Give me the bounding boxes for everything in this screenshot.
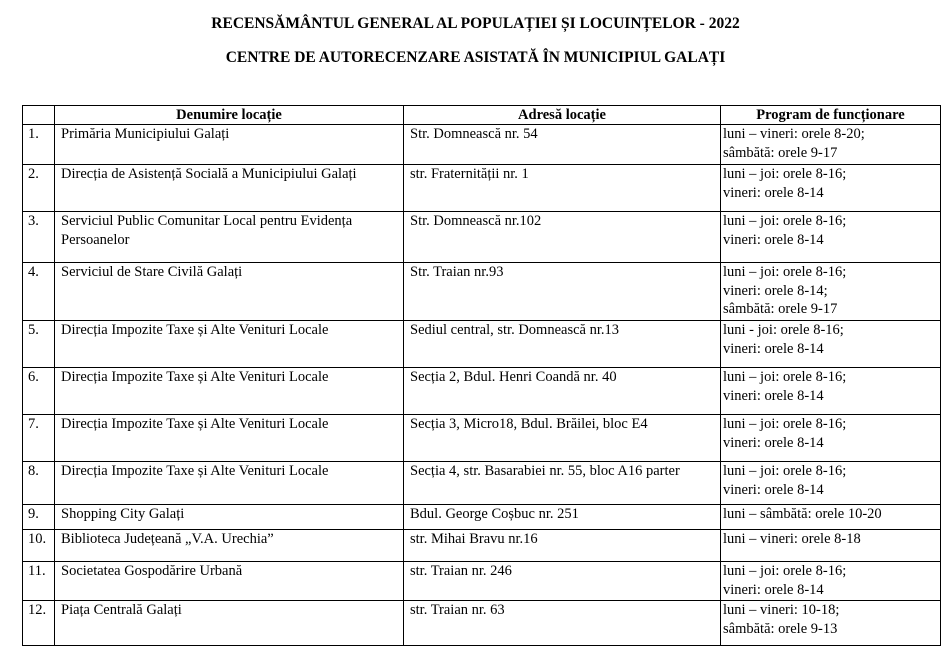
- location-name-cell: Serviciul de Stare Civilă Galați: [55, 263, 404, 321]
- location-address-cell: Secția 3, Micro18, Bdul. Brăilei, bloc E4: [404, 415, 721, 462]
- program-line: luni – vineri: orele 8-20;: [723, 126, 865, 142]
- location-address-cell: str. Mihai Bravu nr.16: [404, 530, 721, 562]
- location-name-cell: Societatea Gospodărire Urbană: [55, 562, 404, 601]
- location-address-cell: Secția 4, str. Basarabiei nr. 55, bloc A16 parter: [404, 462, 721, 505]
- row-number-cell: 2.: [23, 165, 55, 212]
- program-line: vineri: orele 8-14: [723, 481, 824, 498]
- program-line: luni – joi: orele 8-16;: [723, 166, 847, 182]
- row-number-cell: 12.: [23, 601, 55, 646]
- row-number-cell: 7.: [23, 415, 55, 462]
- document-subtitle: CENTRE DE AUTORECENZARE ASISTATĂ ÎN MUNICIPIUL GALAȚI: [225, 49, 726, 66]
- program-line: vineri: orele 8-14: [723, 387, 824, 404]
- program-cell: [721, 368, 941, 415]
- document-title: RECENSĂMÂNTUL GENERAL AL POPULAȚIEI ȘI LOCUINȚELOR - 2022: [211, 15, 740, 32]
- location-name-cell: Direcția Impozite Taxe și Alte Venituri Locale: [55, 321, 404, 368]
- column-header-nr: [23, 106, 55, 125]
- row-number-cell: 8.: [23, 462, 55, 505]
- table-row: [23, 462, 941, 505]
- location-address-cell: str. Traian nr. 246: [404, 562, 721, 601]
- location-name-cell: Serviciul Public Comunitar Local pentru Evidența Persoanelor: [55, 212, 404, 263]
- location-name-cell: Direcția Impozite Taxe și Alte Venituri Locale: [55, 462, 404, 505]
- table-row: [23, 505, 941, 530]
- table-row: [23, 601, 941, 646]
- program-line: luni – joi: orele 8-16;: [723, 563, 847, 579]
- program-cell: [721, 530, 941, 562]
- table-row: [23, 415, 941, 462]
- row-number-cell: 4.: [23, 263, 55, 321]
- column-header-program: Program de funcționare: [721, 106, 941, 125]
- location-address-cell: str. Traian nr. 63: [404, 601, 721, 646]
- locations-table: [22, 105, 941, 646]
- location-address-cell: Str. Traian nr.93: [404, 263, 721, 321]
- table-row: [23, 321, 941, 368]
- table-header-row: [23, 106, 941, 125]
- table-row: [23, 368, 941, 415]
- program-line: vineri: orele 8-14: [723, 340, 824, 357]
- program-line: sâmbătă: orele 9-17: [723, 144, 838, 161]
- program-cell: [721, 601, 941, 646]
- location-address-cell: Bdul. George Coșbuc nr. 251: [404, 505, 721, 530]
- program-cell: [721, 263, 941, 321]
- program-cell: [721, 562, 941, 601]
- row-number-cell: 9.: [23, 505, 55, 530]
- program-line: luni – joi: orele 8-16;: [723, 369, 847, 385]
- row-number-cell: 3.: [23, 212, 55, 263]
- program-line: luni – vineri: orele 8-18: [723, 531, 861, 547]
- column-header-address: Adresă locație: [404, 106, 721, 125]
- table-row: [23, 125, 941, 165]
- program-line: vineri: orele 8-14;: [723, 282, 828, 299]
- row-number-cell: 6.: [23, 368, 55, 415]
- row-number-cell: 10.: [23, 530, 55, 562]
- program-line: luni – joi: orele 8-16;: [723, 416, 847, 432]
- table-row: [23, 212, 941, 263]
- program-line: luni - joi: orele 8-16;: [723, 322, 844, 338]
- program-line: vineri: orele 8-14: [723, 434, 824, 451]
- program-cell: [721, 505, 941, 530]
- table-body: [23, 125, 941, 646]
- program-cell: [721, 165, 941, 212]
- program-line: luni – sâmbătă: orele 10-20: [723, 506, 882, 522]
- location-name-cell: Direcția Impozite Taxe și Alte Venituri Locale: [55, 368, 404, 415]
- program-line: sâmbătă: orele 9-13: [723, 620, 838, 637]
- location-name-cell: Piața Centrală Galați: [55, 601, 404, 646]
- program-cell: [721, 415, 941, 462]
- program-line: vineri: orele 8-14: [723, 184, 824, 201]
- location-name-cell: Direcția de Asistență Socială a Municipiului Galați: [55, 165, 404, 212]
- location-address-cell: Sediul central, str. Domnească nr.13: [404, 321, 721, 368]
- row-number-cell: 5.: [23, 321, 55, 368]
- program-line: sâmbătă: orele 9-17: [723, 301, 838, 317]
- location-name-cell: Direcția Impozite Taxe și Alte Venituri Locale: [55, 415, 404, 462]
- location-name-cell: Biblioteca Județeană „V.A. Urechia”: [55, 530, 404, 562]
- program-cell: [721, 462, 941, 505]
- table-row: [23, 562, 941, 601]
- row-number-cell: 1.: [23, 125, 55, 165]
- row-number-cell: 11.: [23, 562, 55, 601]
- program-cell: [721, 212, 941, 263]
- program-line: luni – vineri: 10-18;: [723, 602, 840, 618]
- program-cell: [721, 125, 941, 165]
- program-line: vineri: orele 8-14: [723, 581, 824, 598]
- location-address-cell: Str. Domnească nr.102: [404, 212, 721, 263]
- table-row: [23, 263, 941, 321]
- table-row: [23, 530, 941, 562]
- program-cell: [721, 321, 941, 368]
- location-name-cell: Primăria Municipiului Galați: [55, 125, 404, 165]
- location-address-cell: Str. Domnească nr. 54: [404, 125, 721, 165]
- table-row: [23, 165, 941, 212]
- program-line: luni – joi: orele 8-16;: [723, 213, 847, 229]
- program-line: vineri: orele 8-14: [723, 231, 824, 248]
- location-name-cell: Shopping City Galați: [55, 505, 404, 530]
- location-address-cell: str. Fraternității nr. 1: [404, 165, 721, 212]
- location-address-cell: Secția 2, Bdul. Henri Coandă nr. 40: [404, 368, 721, 415]
- column-header-name: Denumire locație: [55, 106, 404, 125]
- program-line: luni – joi: orele 8-16;: [723, 264, 847, 280]
- program-line: luni – joi: orele 8-16;: [723, 463, 847, 479]
